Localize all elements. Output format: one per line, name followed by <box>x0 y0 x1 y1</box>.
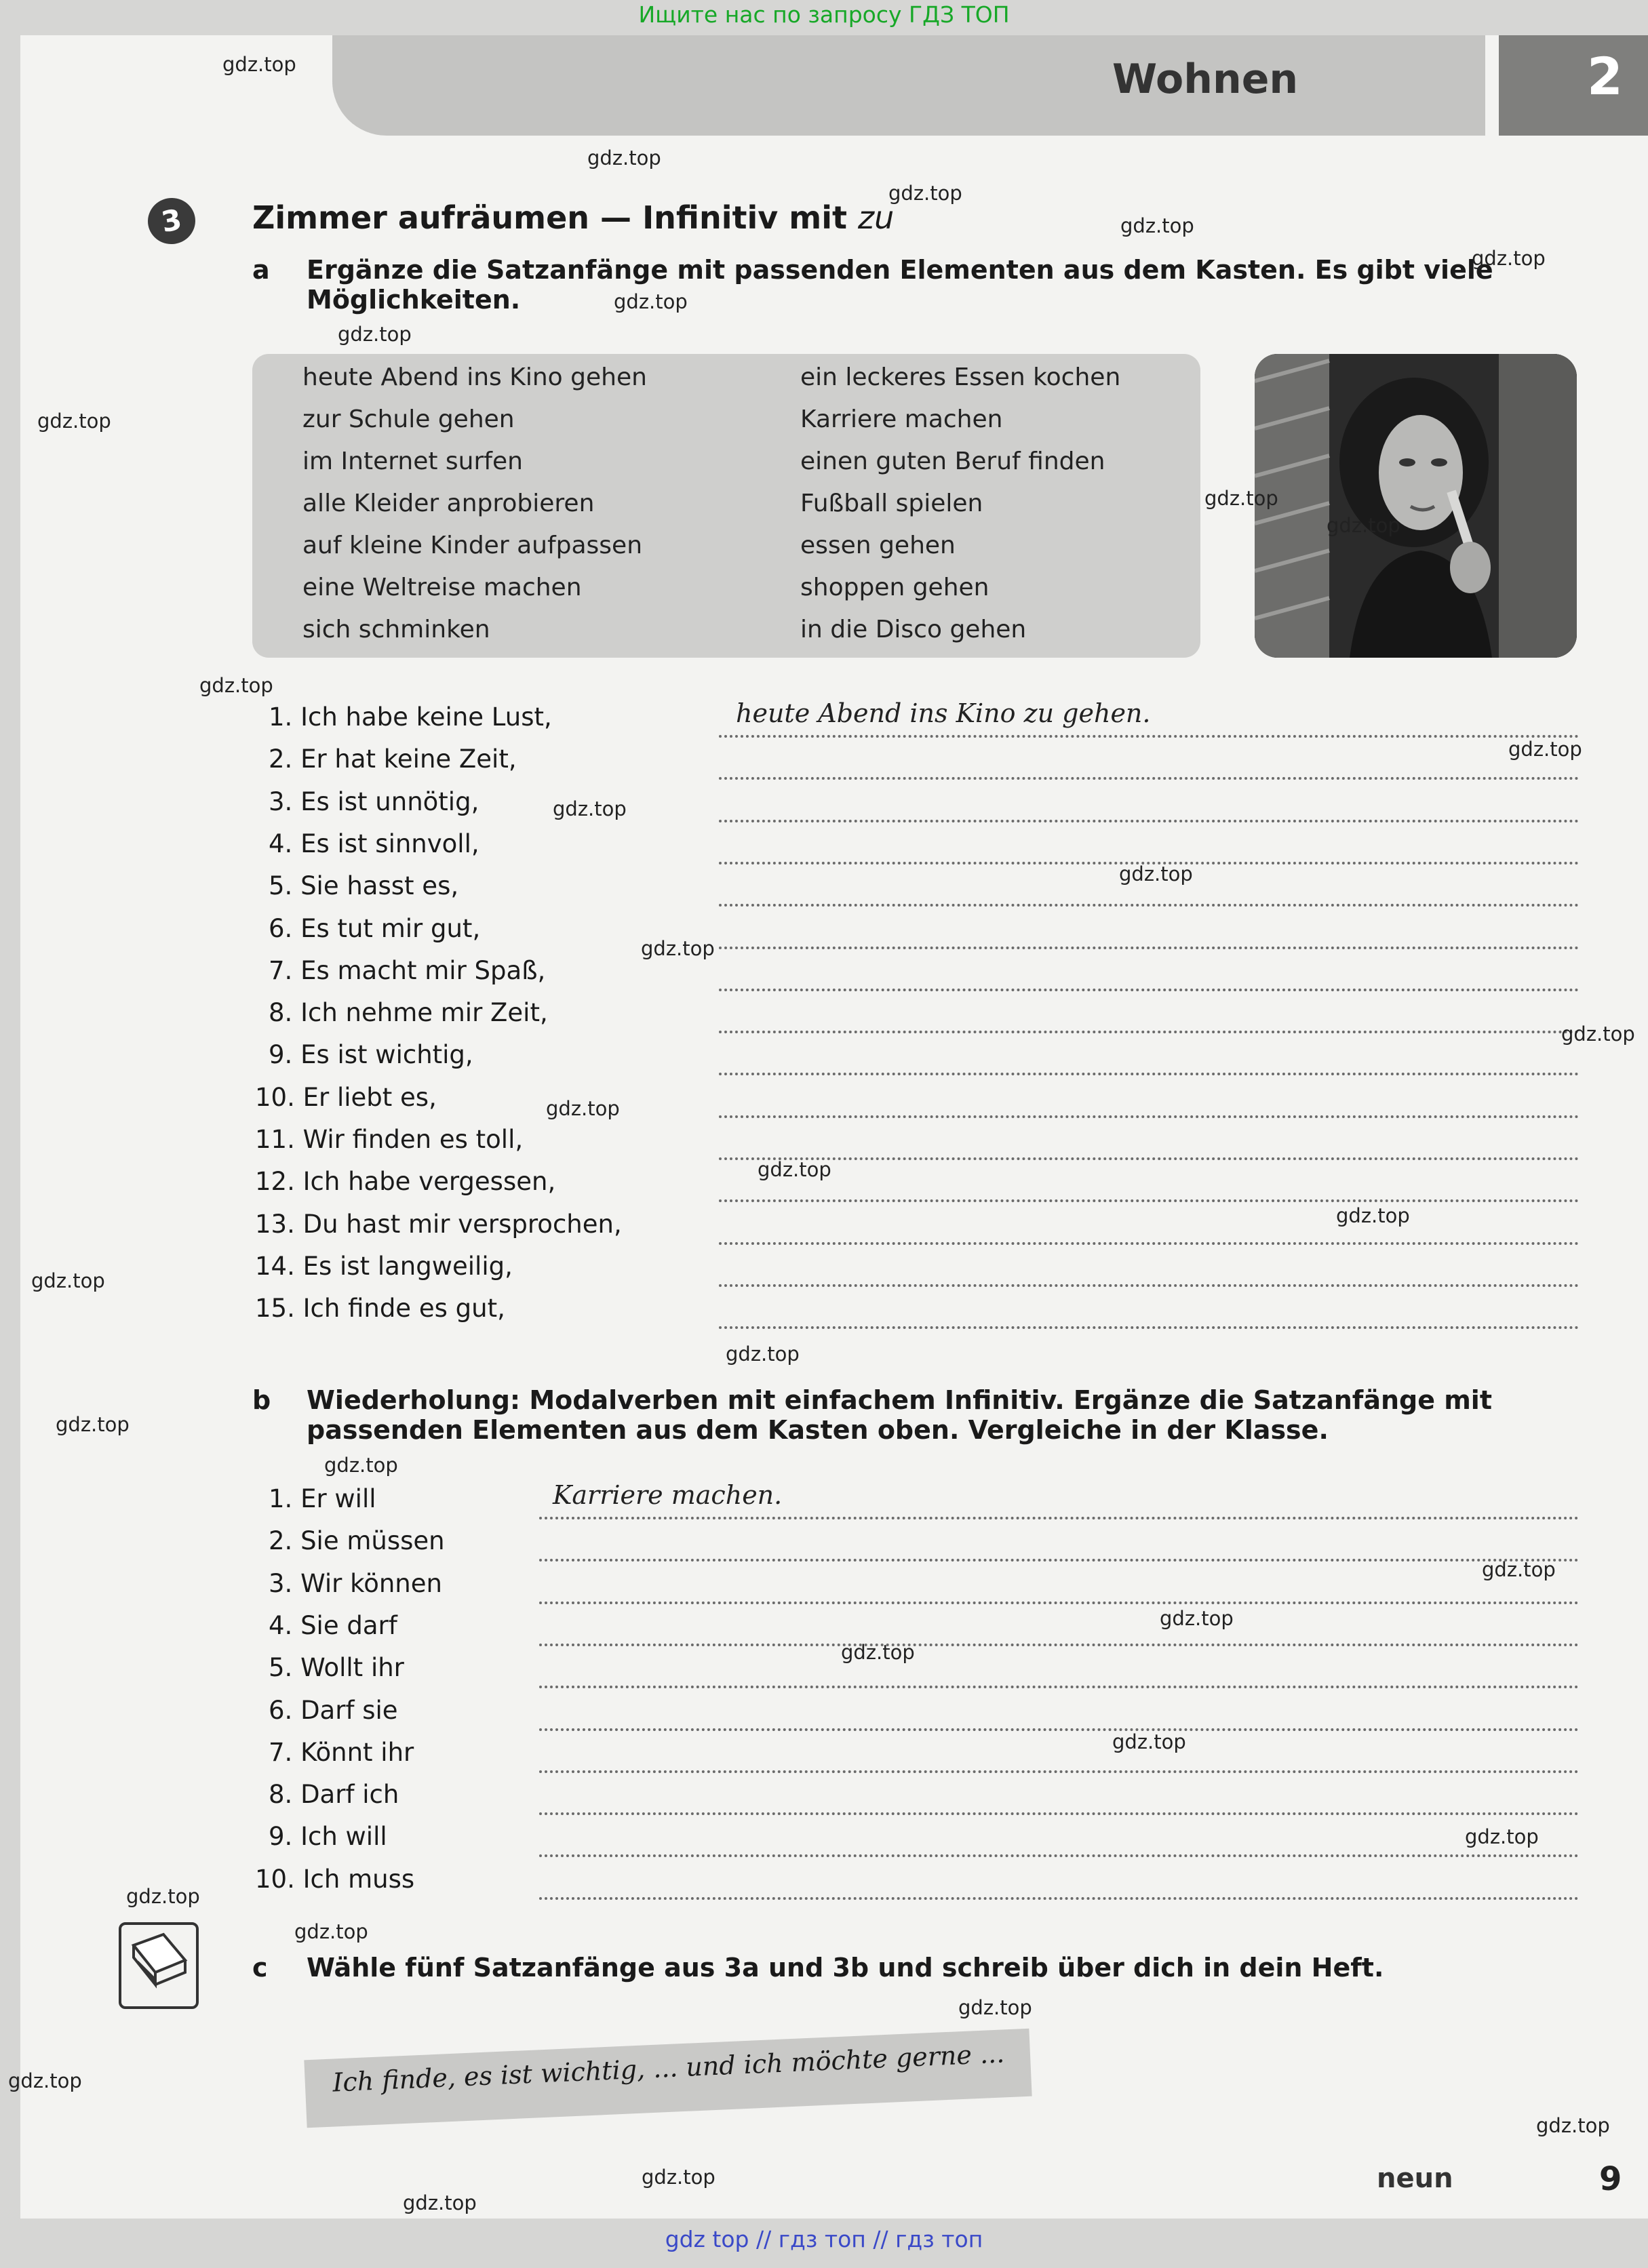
answer-line <box>539 1601 1579 1604</box>
watermark-text: gdz.top <box>338 323 412 346</box>
word-box-item: einen guten Beruf finden <box>800 447 1105 475</box>
watermark-text: gdz.top <box>1160 1607 1234 1630</box>
watermark-text: gdz.top <box>614 290 688 313</box>
watermark-text: gdz.top <box>1336 1204 1410 1227</box>
answer-line <box>539 1644 1579 1646</box>
sentence-start: 1. Ich habe keine Lust, <box>269 702 552 732</box>
answer-line <box>719 1115 1579 1118</box>
word-box-item: sich schminken <box>302 616 490 643</box>
sentence-start: 9. Ich will <box>269 1822 387 1852</box>
answer-line <box>539 1686 1579 1688</box>
sentence-start: 3. Wir können <box>269 1568 442 1598</box>
page-word: neun <box>1377 2163 1453 2194</box>
answer-line <box>719 1157 1579 1160</box>
sentence-start: 6. Es tut mir gut, <box>269 913 481 943</box>
exercise-number-badge: 3 <box>144 194 199 247</box>
sentence-start: 5. Wollt ihr <box>269 1653 404 1683</box>
answer-line <box>719 1199 1579 1202</box>
answer-line <box>719 1073 1579 1075</box>
watermark-text: gdz.top <box>758 1158 831 1181</box>
watermark-text: gdz.top <box>1561 1022 1635 1046</box>
word-box-item: auf kleine Kinder aufpassen <box>302 532 643 559</box>
watermark-text: gdz.top <box>1472 247 1546 270</box>
chapter-number: 2 <box>1587 46 1623 106</box>
watermark-text: gdz.top <box>8 2069 82 2092</box>
answer-line <box>539 1770 1579 1773</box>
sentence-start: 11. Wir finden es toll, <box>255 1125 524 1154</box>
answer-b-1: Karriere machen. <box>553 1480 783 1510</box>
watermark-text: gdz.top <box>1119 862 1193 886</box>
sentence-start: 3. Es ist unnötig, <box>269 787 479 816</box>
watermark-text: gdz.top <box>403 2191 477 2214</box>
watermark-text: gdz.top <box>553 797 627 820</box>
watermark-text: gdz.top <box>1482 1558 1556 1581</box>
word-box-item: Fußball spielen <box>800 490 983 517</box>
answer-line <box>719 1031 1579 1033</box>
sentence-start: 7. Es macht mir Spaß, <box>269 955 546 985</box>
sentence-start: 9. Es ist wichtig, <box>269 1040 473 1070</box>
answer-line <box>719 947 1579 949</box>
answer-line <box>539 1517 1579 1519</box>
watermark-text: gdz.top <box>1120 214 1194 237</box>
answer-line <box>539 1812 1579 1815</box>
answer-line <box>719 735 1579 738</box>
watermark-text: gdz.top <box>841 1641 915 1664</box>
task-c-instruction: Wähle fünf Satzanfänge aus 3a und 3b und schreib über dich in dein Heft. <box>307 1953 1384 1983</box>
answer-line <box>719 904 1579 907</box>
sentence-start: 13. Du hast mir versprochen, <box>255 1209 622 1239</box>
exercise-title <box>252 199 894 236</box>
watermark-text: gdz.top <box>199 674 273 697</box>
watermark-text: gdz.top <box>37 410 111 433</box>
word-box-item: heute Abend ins Kino gehen <box>302 363 647 391</box>
watermark-text: gdz.top <box>1508 738 1582 761</box>
watermark-text: gdz.top <box>126 1885 200 1908</box>
word-box-item: eine Weltreise machen <box>302 574 582 601</box>
word-box-item: Karriere machen <box>800 405 1003 433</box>
word-box-item: zur Schule gehen <box>302 405 515 433</box>
sentence-start: 4. Es ist sinnvoll, <box>269 829 479 858</box>
answer-line <box>719 777 1579 780</box>
top-banner-link[interactable]: Ищите нас по запросу ГДЗ ТОП <box>638 1 1010 28</box>
answer-line <box>539 1897 1579 1900</box>
watermark-text: gdz.top <box>324 1454 398 1477</box>
answer-line <box>719 1284 1579 1287</box>
answer-line <box>539 1728 1579 1731</box>
answer-a-1: heute Abend ins Kino zu gehen. <box>736 698 1151 728</box>
exercise-title-italic: zu <box>858 199 895 236</box>
word-box-item: alle Kleider anprobieren <box>302 490 595 517</box>
notebook-icon-drawing <box>121 1925 196 2006</box>
watermark-text: gdz.top <box>1112 1730 1186 1753</box>
answer-line <box>539 1559 1579 1561</box>
watermark-text: gdz.top <box>958 1996 1032 2019</box>
watermark-text: gdz.top <box>587 146 661 170</box>
watermark-text: gdz.top <box>1465 1825 1539 1848</box>
task-b-letter: b <box>252 1385 271 1415</box>
notebook-icon <box>119 1922 199 2009</box>
watermark-text: gdz.top <box>56 1413 130 1436</box>
watermark-text: gdz.top <box>31 1269 105 1292</box>
word-box-item: in die Disco gehen <box>800 616 1027 643</box>
chapter-box <box>1499 35 1648 136</box>
task-c-letter: c <box>252 1953 268 1983</box>
sentence-start: 7. Könnt ihr <box>269 1737 414 1767</box>
watermark-text: gdz.top <box>222 53 296 76</box>
watermark-text: gdz.top <box>642 2166 715 2189</box>
sentence-start: 12. Ich habe vergessen, <box>255 1167 556 1197</box>
watermark-text: gdz.top <box>888 182 962 205</box>
word-box-item: shoppen gehen <box>800 574 989 601</box>
sentence-start: 4. Sie darf <box>269 1610 397 1640</box>
answer-line <box>719 1242 1579 1245</box>
watermark-text: gdz.top <box>1536 2114 1610 2137</box>
task-a-letter: a <box>252 255 270 285</box>
sentence-start: 10. Er liebt es, <box>255 1082 437 1112</box>
sentence-start: 2. Sie müssen <box>269 1526 445 1556</box>
sentence-start: 15. Ich finde es gut, <box>255 1294 505 1324</box>
chapter-title: Wohnen <box>1112 56 1299 103</box>
sentence-start: 5. Sie hasst es, <box>269 871 459 901</box>
watermark-text: gdz.top <box>641 937 715 960</box>
sentence-start: 8. Ich nehme mir Zeit, <box>269 998 548 1028</box>
sentence-start: 8. Darf ich <box>269 1780 399 1810</box>
header-band <box>332 35 1485 136</box>
watermark-text: gdz.top <box>726 1342 800 1366</box>
answer-line <box>719 1326 1579 1329</box>
task-a-instruction: Ergänze die Satzanfänge mit passenden Elementen aus dem Kasten. Es gibt viele Möglichkeiten. <box>307 255 1493 315</box>
sentence-start: 6. Darf sie <box>269 1695 398 1725</box>
photo-illustration <box>1255 354 1577 658</box>
exercise-title-main: Zimmer aufräumen — Infinitiv mit <box>252 199 859 236</box>
speech-strip-text: Ich finde, es ist wichtig, ... und ich möchte gerne ... <box>332 2038 1005 2098</box>
answer-line <box>539 1854 1579 1857</box>
word-box-item: essen gehen <box>800 532 956 559</box>
task-b-instruction: Wiederholung: Modalverben mit einfachem Infinitiv. Ergänze die Satzanfänge mit passenden Elementen aus dem Kasten oben. Vergleiche in der Klasse. <box>307 1385 1492 1445</box>
word-box-item: im Internet surfen <box>302 447 523 475</box>
sentence-start: 2. Er hat keine Zeit, <box>269 744 517 774</box>
sentence-start: 1. Er will <box>269 1484 376 1513</box>
watermark-text: gdz.top <box>1204 487 1278 510</box>
answer-line <box>719 989 1579 991</box>
watermark-text: gdz.top <box>546 1097 620 1120</box>
photo-woman-makeup <box>1255 354 1577 658</box>
page-number: 9 <box>1599 2160 1622 2198</box>
watermark-text: gdz.top <box>1327 514 1400 537</box>
sentence-start: 14. Es ist langweilig, <box>255 1251 513 1281</box>
word-box-item: ein leckeres Essen kochen <box>800 363 1121 391</box>
bottom-banner-link[interactable]: gdz top // гдз топ // гдз топ <box>665 2226 983 2252</box>
sentence-start: 10. Ich muss <box>255 1864 415 1894</box>
watermark-text: gdz.top <box>294 1920 368 1943</box>
answer-line <box>719 820 1579 822</box>
